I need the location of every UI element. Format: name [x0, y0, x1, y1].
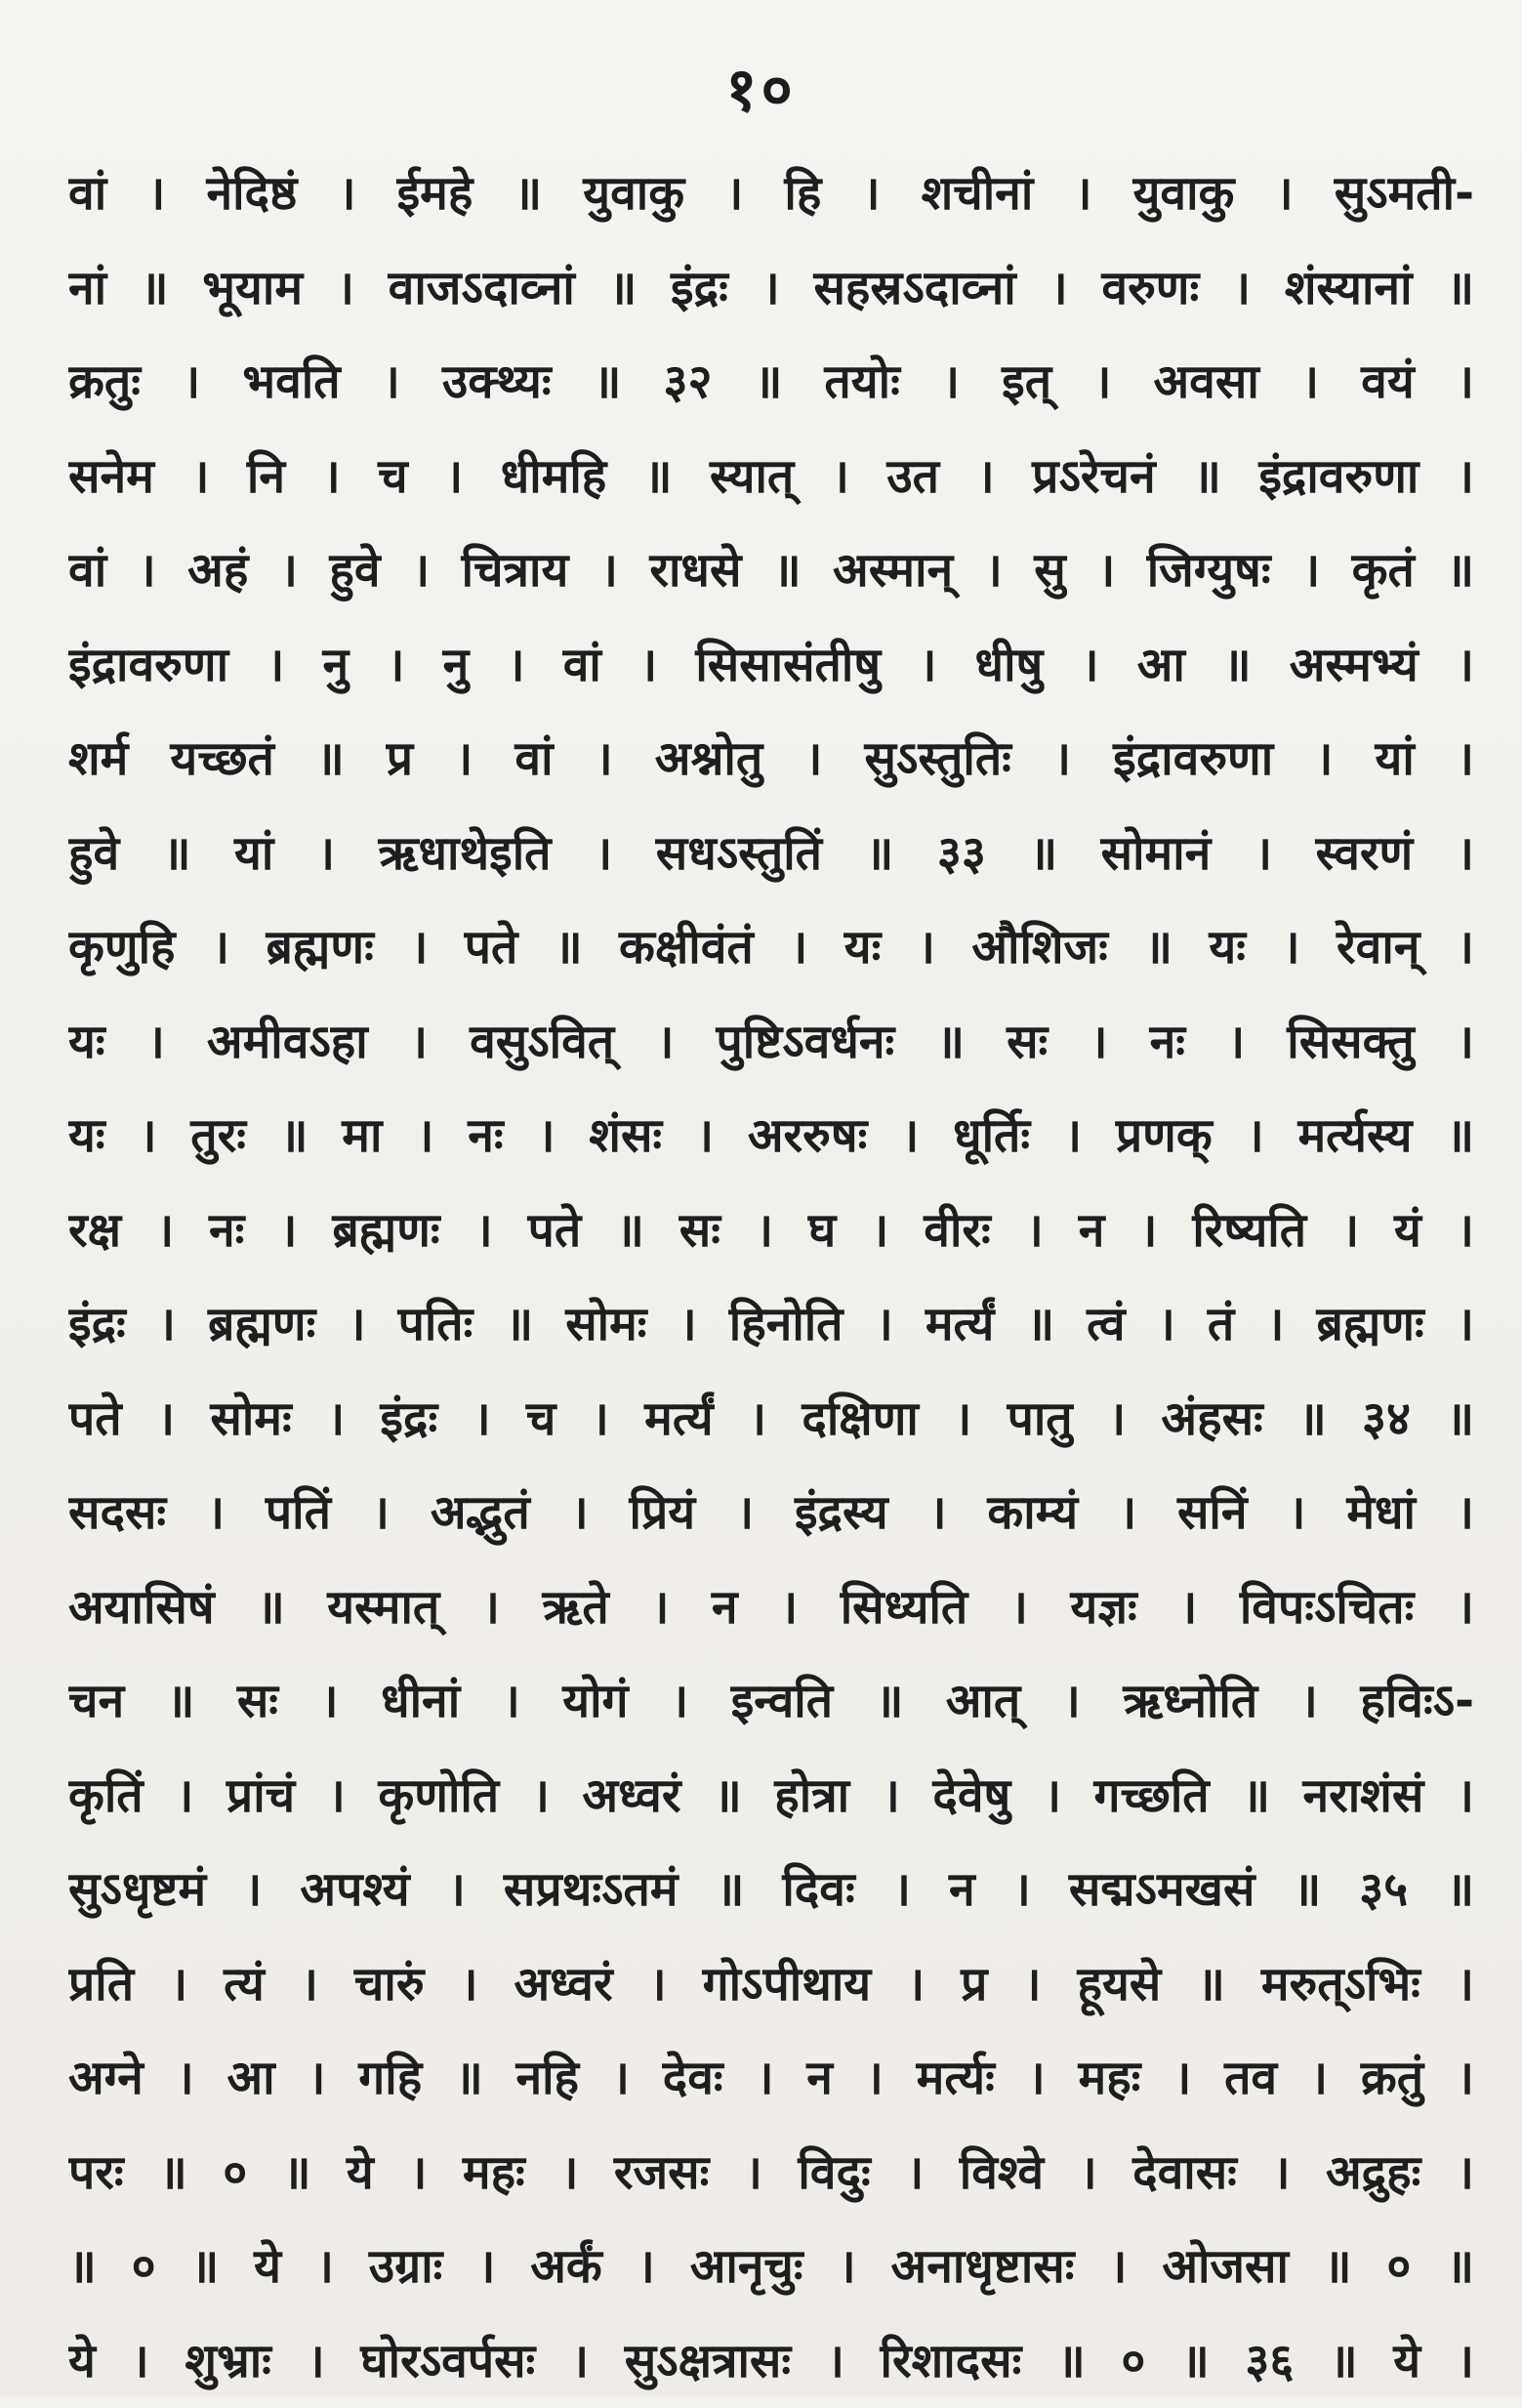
text-line: यः । अमीवऽहा । वसुऽवित् । पुष्टिऽवर्धनः ॥ सः । नः । सिसक्तु ।: [68, 995, 1474, 1090]
text-line: शर्म यच्छतं ॥ प्र । वां । अश्नोतु । सुऽस्तुतिः । इंद्रावरुणा । यां ।: [68, 712, 1474, 807]
text-line: सनेम । नि । च । धीमहि ॥ स्यात् । उत । प्रऽरेचनं ॥ इंद्रावरुणा ।: [68, 430, 1474, 524]
verse-text-block: [68, 146, 1474, 2408]
text-line: सदसः । पतिं । अद्भुतं । प्रियं । इंद्रस्य । काम्यं । सनिं । मेधां ।: [68, 1466, 1474, 1560]
text-line: ये । शुभ्राः । घोरऽवर्पसः । सुऽक्षत्रासः । रिशादसः ॥ ० ॥ ३६ ॥ ये ।: [68, 2314, 1474, 2408]
text-line: वां । नेदिष्ठं । ईमहे ॥ युवाकु । हि । शचीनां । युवाकु । सुऽमती-: [68, 146, 1474, 241]
text-line: अग्ने । आ । गहि ॥ नहि । देवः । न । मर्त्यः । महः । तव । क्रतुं ।: [68, 2031, 1474, 2126]
page-number: १०: [0, 47, 1522, 129]
text-line: नां ॥ भूयाम । वाजऽदाव्नां ॥ इंद्रः । सहस्रऽदाव्नां । वरुणः । शंस्यानां ॥: [68, 241, 1474, 336]
text-line: अयासिषं ॥ यस्मात् । ऋते । न । सिध्यति । यज्ञः । विपःऽचितः ।: [68, 1560, 1474, 1655]
text-line: चन ॥ सः । धीनां । योगं । इन्वति ॥ आत् । ऋध्नोति । हविःऽ-: [68, 1654, 1474, 1749]
text-line: कृणुहि । ब्रह्मणः । पते ॥ कक्षीवंतं । यः । औशिजः ॥ यः । रेवान् ।: [68, 900, 1474, 995]
text-line: क्रतुः । भवति । उक्थ्यः ॥ ३२ ॥ तयोः । इत् । अवसा । वयं ।: [68, 335, 1474, 430]
text-line: रक्ष । नः । ब्रह्मणः । पते ॥ सः । घ । वीरः । न । रिष्यति । यं ।: [68, 1183, 1474, 1278]
text-line: इंद्रः । ब्रह्मणः । पतिः ॥ सोमः । हिनोति । मर्त्यं ॥ त्वं । तं । ब्रह्मणः ।: [68, 1277, 1474, 1372]
text-line: सुऽधृष्टमं । अपश्यं । सप्रथःऽतमं ॥ दिवः । न । सद्मऽमखसं ॥ ३५ ॥: [68, 1843, 1474, 1937]
text-line: पते । सोमः । इंद्रः । च । मर्त्यं । दक्षिणा । पातु । अंहसः ॥ ३४ ॥: [68, 1372, 1474, 1467]
text-line: परः ॥ ० ॥ ये । महः । रजसः । विदुः । विश्वे । देवासः । अद्रुहः ।: [68, 2126, 1474, 2221]
text-line: प्रति । त्यं । चारुं । अध्वरं । गोऽपीथाय । प्र । हूयसे ॥ मरुत्ऽभिः ।: [68, 1937, 1474, 2032]
text-line: इंद्रावरुणा । नु । नु । वां । सिसासंतीषु । धीषु । आ ॥ अस्मभ्यं ।: [68, 618, 1474, 713]
text-line: ॥ ० ॥ ये । उग्राः । अर्कं । आनृचुः । अनाधृष्टासः । ओजसा ॥ ० ॥: [68, 2220, 1474, 2314]
text-line: कृतिं । प्रांचं । कृणोति । अध्वरं ॥ होत्रा । देवेषु । गच्छति ॥ नराशंसं ।: [68, 1749, 1474, 1844]
text-line: हुवे ॥ यां । ऋधाथेइति । सधऽस्तुतिं ॥ ३३ ॥ सोमानं । स्वरणं ।: [68, 807, 1474, 901]
text-line: यः । तुरः ॥ मा । नः । शंसः । अररुषः । धूर्तिः । प्रणक् । मर्त्यस्य ॥: [68, 1089, 1474, 1183]
text-line: वां । अहं । हुवे । चित्राय । राधसे ॥ अस्मान् । सु । जिग्युषः । कृतं ॥: [68, 523, 1474, 618]
